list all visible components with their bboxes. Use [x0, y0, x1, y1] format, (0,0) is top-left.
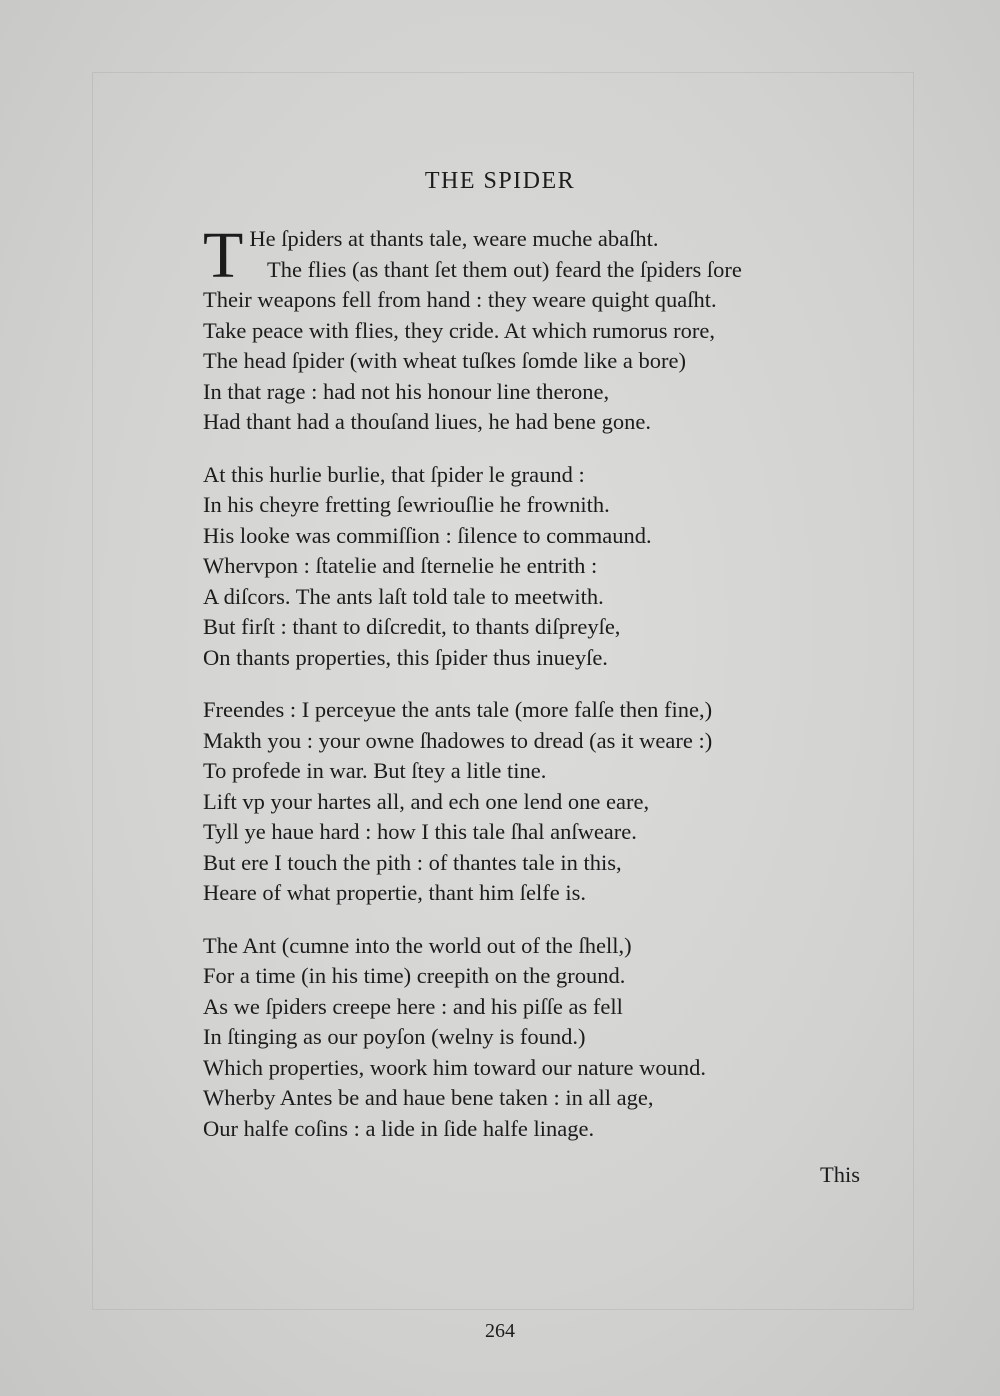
page-title: THE SPIDER [424, 168, 576, 194]
poem-line: The flies (as thant ſet them out) feard the ſpiders ſore [267, 256, 742, 282]
drop-cap: T [203, 219, 244, 292]
poem-body [203, 219, 903, 1166]
poem-line: Freendes : I perceyue the ants tale (more falſe then fine,) [203, 697, 713, 722]
poem-line: Heare of what propertie, thant him ſelfe is. [203, 880, 586, 905]
poem-line: On thants properties, this ſpider thus inueyſe. [203, 644, 608, 670]
poem-line: In that rage : had not his honour line therone, [203, 378, 610, 404]
poem-line: His looke was commiſſion : ſilence to commaund. [203, 522, 652, 548]
stanza-4 [203, 931, 903, 1145]
poem-line: Whervpon : ſtatelie and ſternelie he entrith : [203, 553, 598, 578]
poem-line: A diſcors. The ants laſt told tale to meetwith. [203, 583, 604, 609]
stanza-3 [203, 695, 903, 909]
stanza-2 [203, 460, 903, 674]
poem-line: To profede in war. But ſtey a litle tine. [203, 758, 547, 783]
poem-line: At this hurlie burlie, that ſpider le graund : [203, 461, 585, 487]
poem-line: But ere I touch the pith : of thantes tale in this, [203, 849, 622, 875]
poem-line: Take peace with flies, they cride. At which rumorus rore, [203, 317, 715, 343]
poem-line: As we ſpiders creepe here : and his piſſe as fell [203, 993, 623, 1019]
poem-line: In ſtinging as our poyſon (welny is found.) [203, 1024, 586, 1049]
catchword: This [820, 1162, 861, 1187]
poem-line: In his cheyre fretting ſewriouſlie he frownith. [203, 492, 610, 517]
poem-line: The head ſpider (with wheat tuſkes ſomde like a bore) [203, 348, 686, 373]
page-number: 264 [485, 1320, 515, 1342]
poem-line: The Ant (cumne into the world out of the ſhell,) [203, 932, 632, 958]
poem-line: Wherby Antes be and haue bene taken : in all age, [203, 1085, 654, 1110]
poem-line: For a time (in his time) creepith on the ground. [203, 963, 626, 988]
poem-line: Lift vp your hartes all, and ech one lend one eare, [203, 788, 650, 814]
poem-line: Which properties, woork him toward our nature wound. [203, 1054, 706, 1080]
poem-line: But firſt : thant to diſcredit, to thants diſpreyſe, [203, 614, 621, 639]
poem-line: Tyll ye haue hard : how I this tale ſhal anſweare. [203, 819, 637, 844]
poem-line: Makth you : your owne ſhadowes to dread (as it weare :) [203, 727, 713, 753]
poem-line-text: He ſpiders at thants tale, weare muche abaſht. [249, 226, 659, 251]
poem-line: Our halfe coſins : a lide in ſide halfe linage. [203, 1115, 595, 1141]
poem-line: Had thant had a thouſand liues, he had bene gone. [203, 409, 651, 434]
stanza-1 [203, 219, 903, 438]
poem-line: Their weapons fell from hand : they weare quight quaſht. [203, 287, 717, 312]
